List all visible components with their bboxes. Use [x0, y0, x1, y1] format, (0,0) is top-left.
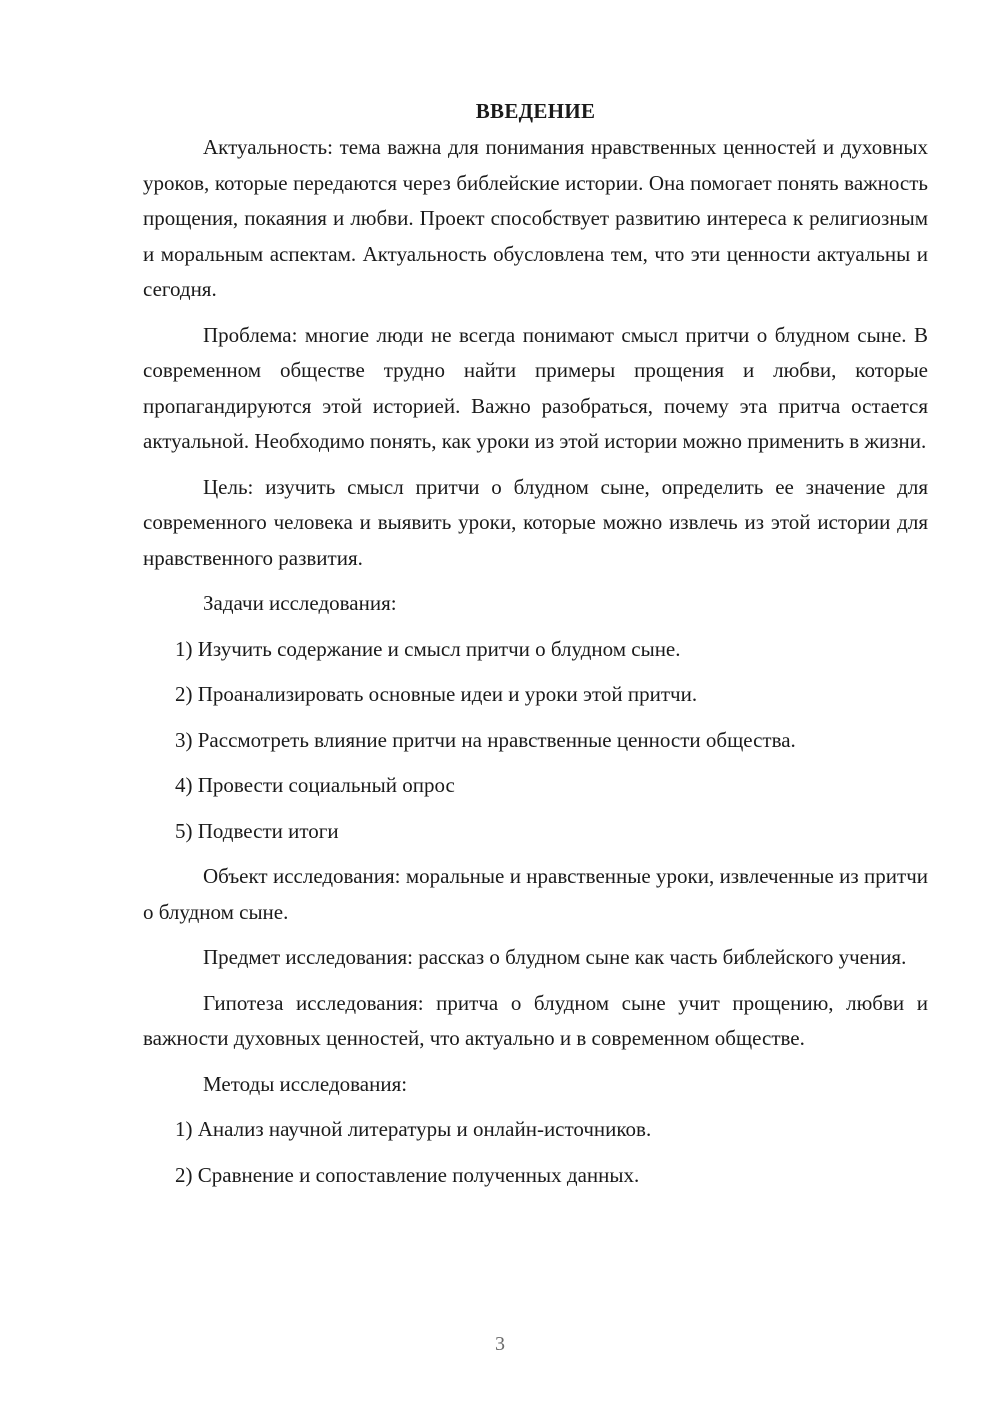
- page-number: 3: [495, 1333, 505, 1355]
- object-paragraph: Объект исследования: моральные и нравственные уроки, извлеченные из притчи о блудном сыне.: [143, 864, 928, 924]
- problem-paragraph: Проблема: многие люди не всегда понимают смысл притчи о блудном сыне. В современном обществе трудно найти примеры прощения и любви, которые пропагандируются этой историей. Важно разобраться, почему эта притча остается актуальной. Необходимо понять, как уроки из этой истории можно применить в жизни.: [143, 322, 928, 453]
- document-page: [143, 96, 928, 1203]
- task-item-1: 1) Изучить содержание и смысл притчи о блудном сыне.: [175, 636, 681, 661]
- task-item-2: 2) Проанализировать основные идеи и уроки этой притчи.: [175, 682, 698, 706]
- goal-paragraph: Цель: изучить смысл притчи о блудном сыне, определить ее значение для современного человека и выявить уроки, которые можно извлечь из этой истории для нравственного развития.: [143, 474, 928, 570]
- tasks-heading: Задачи исследования:: [203, 591, 397, 615]
- relevance-paragraph: Актуальность: тема важна для понимания нравственных ценностей и духовных уроков, которые передаются через библейские истории. Она помогает понять важность прощения, покаяния и любви. Проект способствует развитию интереса к религиозным и моральным аспектам. Актуальность обусловлена тем, что эти ценности актуальны и сегодня.: [143, 135, 928, 301]
- hypothesis-paragraph: Гипотеза исследования: притча о блудном сыне учит прощению, любви и важности духовных ценностей, что актуально и в современном обществе.: [143, 990, 928, 1050]
- method-item-1: 1) Анализ научной литературы и онлайн-источников.: [175, 1117, 652, 1141]
- task-item-3: 3) Рассмотреть влияние притчи на нравственные ценности общества.: [175, 727, 796, 752]
- page-title: ВВЕДЕНИЕ: [475, 99, 596, 123]
- subject-paragraph: Предмет исследования: рассказ о блудном сыне как часть библейского учения.: [203, 945, 907, 969]
- methods-heading: Методы исследования:: [203, 1071, 408, 1096]
- method-item-2: 2) Сравнение и сопоставление полученных данных.: [175, 1162, 640, 1187]
- task-item-5: 5) Подвести итоги: [175, 818, 339, 843]
- task-item-4: 4) Провести социальный опрос: [175, 773, 455, 797]
